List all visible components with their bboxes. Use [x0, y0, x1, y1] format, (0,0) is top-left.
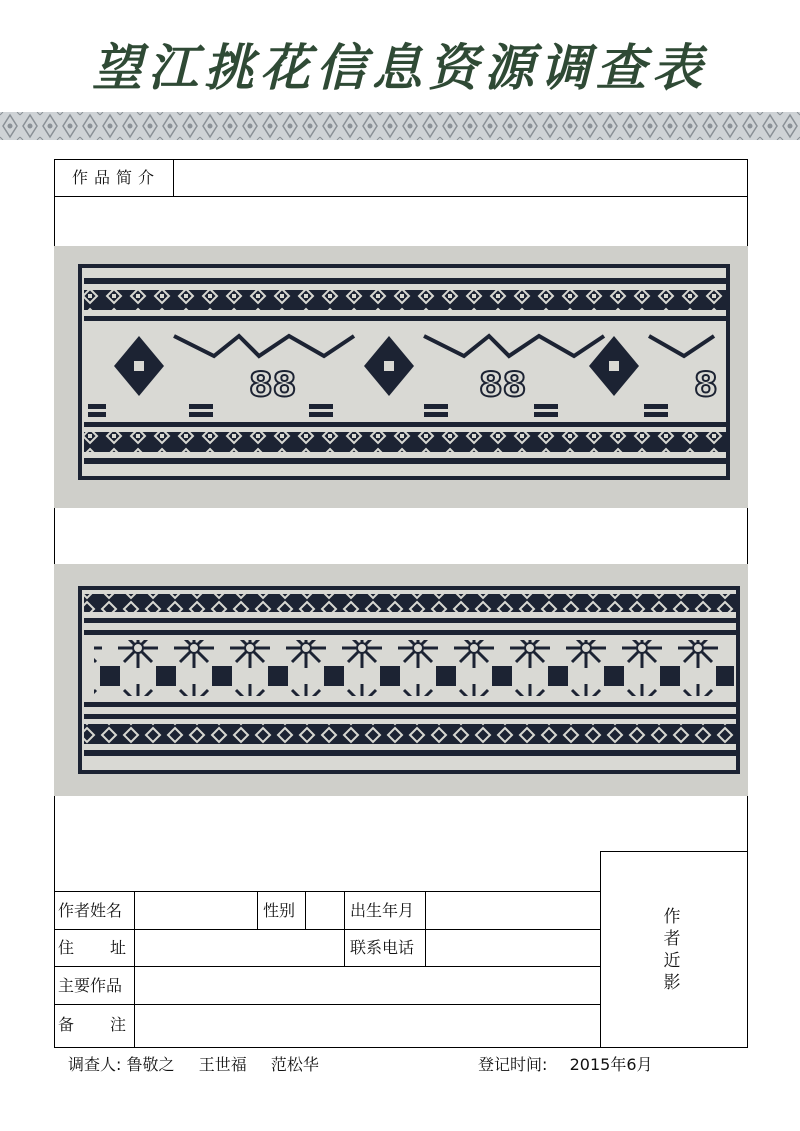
portrait-char: 近	[663, 951, 681, 971]
portrait-char: 作	[663, 907, 681, 927]
investigator-name: 鲁敬之	[126, 1055, 175, 1074]
date-label: 登记时间:	[478, 1055, 548, 1074]
investigator-name: 范松华	[270, 1055, 319, 1074]
divider	[600, 851, 748, 852]
page-title: 望江挑花信息资源调查表	[92, 38, 708, 97]
birth-label: 出生年月	[350, 901, 415, 920]
divider	[344, 891, 345, 966]
works-label: 主要作品	[58, 976, 123, 995]
divider	[54, 929, 600, 930]
portrait-char: 影	[663, 973, 681, 993]
divider	[54, 891, 600, 892]
investigators-line	[68, 1052, 319, 1075]
date-line	[478, 1052, 653, 1075]
svg-text:8: 8	[694, 365, 718, 405]
author-name-label: 作者姓名	[58, 901, 123, 920]
remarks-label-a: 备	[58, 1015, 75, 1034]
divider	[54, 966, 600, 967]
remarks-label-b: 注	[110, 1015, 127, 1034]
divider	[425, 891, 426, 966]
divider	[134, 891, 135, 1048]
portrait-char: 者	[663, 929, 681, 949]
portrait-label	[662, 906, 682, 994]
divider	[54, 1004, 600, 1005]
divider	[257, 891, 258, 929]
embroidery-photo-bottom	[54, 564, 748, 796]
gender-label: 性别	[263, 901, 296, 920]
divider	[600, 851, 601, 1048]
divider	[54, 196, 748, 197]
svg-text:88: 88	[249, 365, 297, 405]
embroidery-photo-top	[54, 246, 748, 508]
contact-label: 联系电话	[350, 938, 415, 957]
divider	[173, 159, 174, 196]
address-label-a: 住	[58, 938, 75, 957]
investigator-name: 王世福	[198, 1055, 247, 1074]
svg-text:88: 88	[479, 365, 527, 405]
address-label-b: 址	[110, 938, 127, 957]
date-value: 2015年6月	[569, 1055, 653, 1074]
divider	[305, 891, 306, 929]
intro-label: 作品简介	[72, 168, 161, 187]
decorative-border-band	[0, 112, 800, 140]
investigators-label: 调查人:	[68, 1055, 122, 1074]
